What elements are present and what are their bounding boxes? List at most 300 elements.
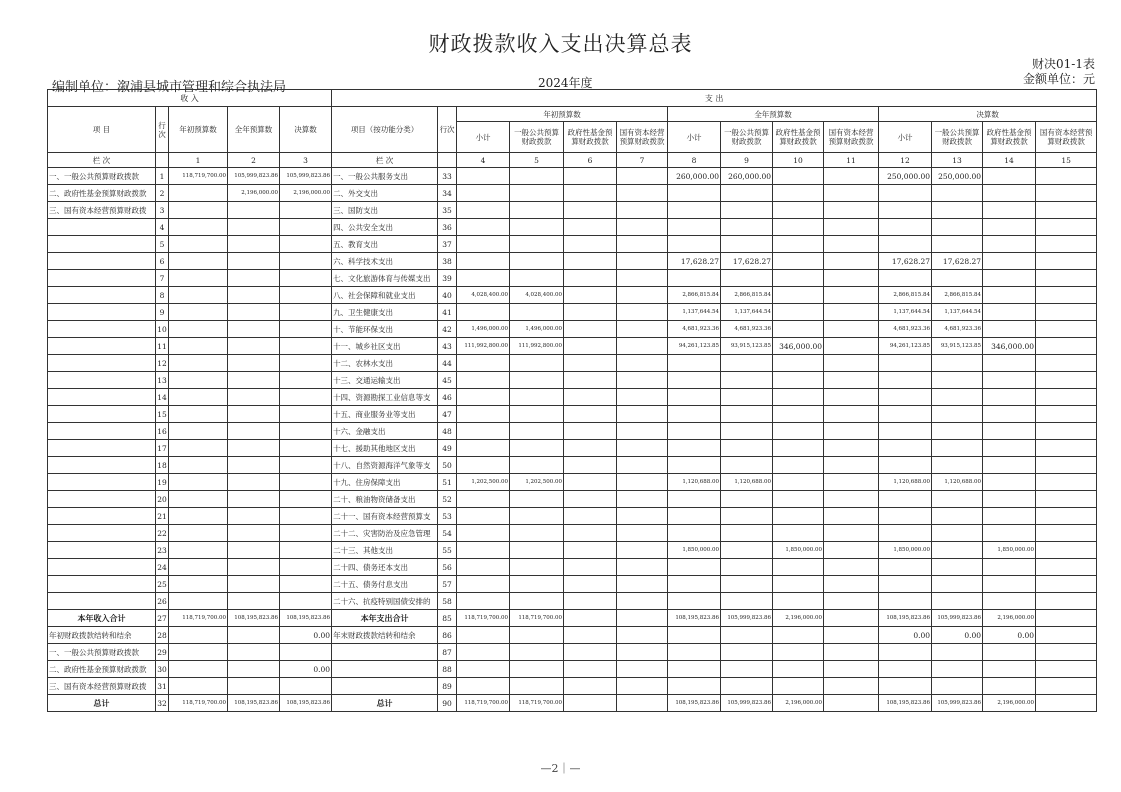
income-item-label <box>48 525 156 542</box>
expense-amount <box>932 525 983 542</box>
col-num: 9 <box>721 153 773 168</box>
income-amount <box>228 253 280 270</box>
income-amount <box>169 440 228 457</box>
expense-amount <box>510 219 564 236</box>
full-budget-header: 全年预算数 <box>228 107 280 153</box>
income-item-label <box>48 457 156 474</box>
expense-amount <box>564 678 617 695</box>
expense-amount <box>510 576 564 593</box>
expense-amount <box>879 644 932 661</box>
subtotal-header: 小计 <box>457 122 510 153</box>
income-row-number: 29 <box>156 644 169 661</box>
general-header: 一般公共预算财政拨款 <box>510 122 564 153</box>
expense-amount <box>932 236 983 253</box>
income-amount <box>169 593 228 610</box>
income-amount: 0.00 <box>280 661 332 678</box>
expense-amount <box>457 372 510 389</box>
expense-row-number: 53 <box>438 508 457 525</box>
table-row <box>48 695 1097 712</box>
expense-amount <box>668 406 721 423</box>
expense-item-label: 十四、资源勘探工业信息等支 <box>332 389 438 406</box>
income-amount <box>280 525 332 542</box>
income-amount <box>169 236 228 253</box>
expense-row-number: 36 <box>438 219 457 236</box>
income-amount <box>169 372 228 389</box>
expense-amount <box>824 253 879 270</box>
expense-amount <box>1036 338 1097 355</box>
income-item-label <box>48 338 156 355</box>
income-amount <box>280 559 332 576</box>
expense-row-number: 42 <box>438 321 457 338</box>
expense-amount <box>1036 576 1097 593</box>
expense-amount <box>824 457 879 474</box>
income-row-number: 5 <box>156 236 169 253</box>
expense-amount <box>932 559 983 576</box>
expense-amount <box>773 202 824 219</box>
income-item-label <box>48 372 156 389</box>
expense-amount <box>564 576 617 593</box>
col-num: 11 <box>824 153 879 168</box>
expense-amount <box>773 304 824 321</box>
income-row-number: 19 <box>156 474 169 491</box>
expense-amount: 1,850,000.00 <box>773 542 824 559</box>
expense-amount <box>773 491 824 508</box>
expense-amount <box>721 355 773 372</box>
state-capital-header: 国有资本经营预算财政拨款 <box>1036 122 1097 153</box>
income-amount: 0.00 <box>280 627 332 644</box>
expense-amount <box>617 542 668 559</box>
expense-amount <box>879 270 932 287</box>
expense-amount: 2,866,815.84 <box>879 287 932 304</box>
item-header: 项 目 <box>48 107 156 153</box>
income-row-number: 32 <box>156 695 169 712</box>
expense-amount <box>617 219 668 236</box>
expense-amount <box>510 168 564 185</box>
expense-amount <box>824 542 879 559</box>
income-amount <box>228 457 280 474</box>
table-row <box>48 457 1097 474</box>
expense-amount <box>564 304 617 321</box>
expense-amount <box>617 389 668 406</box>
expense-amount: 17,628.27 <box>668 253 721 270</box>
expense-amount <box>457 202 510 219</box>
expense-amount: 108,195,823.86 <box>668 610 721 627</box>
expense-amount <box>721 627 773 644</box>
expense-row-number: 85 <box>438 610 457 627</box>
expense-amount: 105,999,823.86 <box>721 695 773 712</box>
expense-amount <box>668 559 721 576</box>
expense-amount <box>879 219 932 236</box>
expense-row-number: 41 <box>438 304 457 321</box>
table-row <box>48 474 1097 491</box>
group-final-header: 决算数 <box>879 107 1097 122</box>
income-amount <box>169 525 228 542</box>
expense-amount <box>617 644 668 661</box>
expense-item-label: 十二、农林水支出 <box>332 355 438 372</box>
income-amount <box>169 491 228 508</box>
expense-amount <box>773 406 824 423</box>
income-amount <box>280 406 332 423</box>
expense-amount <box>668 236 721 253</box>
income-amount <box>280 270 332 287</box>
expense-amount <box>824 236 879 253</box>
expense-amount <box>983 644 1036 661</box>
income-row-number: 2 <box>156 185 169 202</box>
expense-amount: 1,120,688.00 <box>668 474 721 491</box>
expense-amount <box>457 253 510 270</box>
expense-amount <box>1036 219 1097 236</box>
income-item-label <box>48 440 156 457</box>
expense-amount <box>1036 440 1097 457</box>
income-item-label: 三、国有资本经营预算财政拨 <box>48 202 156 219</box>
expense-amount <box>617 168 668 185</box>
expense-amount <box>879 661 932 678</box>
expense-amount <box>564 372 617 389</box>
table-row <box>48 491 1097 508</box>
expense-item-label: 本年支出合计 <box>332 610 438 627</box>
expense-amount <box>668 185 721 202</box>
income-row-number: 8 <box>156 287 169 304</box>
expense-amount <box>668 491 721 508</box>
expense-item-label: 二十二、灾害防治及应急管理 <box>332 525 438 542</box>
expense-row-number: 40 <box>438 287 457 304</box>
table-row <box>48 270 1097 287</box>
expense-amount <box>1036 236 1097 253</box>
expense-amount <box>510 406 564 423</box>
table-row <box>48 355 1097 372</box>
expense-amount <box>824 355 879 372</box>
col-num: 13 <box>932 153 983 168</box>
expense-amount: 105,999,823.86 <box>932 695 983 712</box>
expense-amount <box>564 236 617 253</box>
expense-item-label: 年末财政拨款结转和结余 <box>332 627 438 644</box>
expense-amount: 250,000.00 <box>932 168 983 185</box>
expense-row-number: 33 <box>438 168 457 185</box>
expense-amount <box>1036 457 1097 474</box>
income-amount: 118,719,700.00 <box>169 168 228 185</box>
expense-amount <box>773 559 824 576</box>
income-amount <box>228 576 280 593</box>
func-item-header: 项目（按功能分类） <box>332 107 438 153</box>
expense-row-number: 47 <box>438 406 457 423</box>
income-amount <box>228 542 280 559</box>
expense-row-number: 86 <box>438 627 457 644</box>
subtotal-header: 小计 <box>879 122 932 153</box>
expense-amount <box>510 372 564 389</box>
expense-amount <box>617 185 668 202</box>
expense-amount <box>457 559 510 576</box>
expense-amount <box>879 185 932 202</box>
income-amount <box>169 644 228 661</box>
expense-amount <box>510 253 564 270</box>
table-row <box>48 661 1097 678</box>
expense-amount <box>668 355 721 372</box>
expense-amount <box>721 678 773 695</box>
income-amount <box>280 372 332 389</box>
expense-amount <box>721 661 773 678</box>
expense-amount <box>721 542 773 559</box>
income-amount <box>169 678 228 695</box>
expense-amount <box>617 304 668 321</box>
expense-amount <box>824 270 879 287</box>
expense-amount: 94,261,123.85 <box>879 338 932 355</box>
income-item-label <box>48 423 156 440</box>
expense-amount <box>824 678 879 695</box>
table-row <box>48 576 1097 593</box>
expense-amount <box>773 457 824 474</box>
expense-amount <box>617 508 668 525</box>
expense-amount <box>824 338 879 355</box>
expense-amount <box>564 559 617 576</box>
expense-amount <box>510 304 564 321</box>
expense-amount <box>457 219 510 236</box>
expense-amount <box>1036 287 1097 304</box>
income-amount <box>228 219 280 236</box>
income-amount <box>169 576 228 593</box>
expense-amount <box>773 270 824 287</box>
expense-amount <box>457 491 510 508</box>
expense-amount: 111,992,800.00 <box>457 338 510 355</box>
expense-item-label: 二十五、债务付息支出 <box>332 576 438 593</box>
expense-amount <box>932 202 983 219</box>
expense-amount <box>457 525 510 542</box>
expense-amount <box>721 185 773 202</box>
expense-amount <box>457 644 510 661</box>
expense-amount <box>824 202 879 219</box>
expense-amount <box>564 508 617 525</box>
expense-amount: 1,137,644.54 <box>879 304 932 321</box>
expense-amount <box>879 457 932 474</box>
expense-amount <box>668 661 721 678</box>
expense-amount <box>564 440 617 457</box>
expense-amount <box>932 508 983 525</box>
expense-amount: 250,000.00 <box>879 168 932 185</box>
expense-amount <box>668 270 721 287</box>
expense-amount <box>983 304 1036 321</box>
expense-amount: 2,866,815.84 <box>668 287 721 304</box>
expense-amount <box>721 406 773 423</box>
expense-amount <box>824 168 879 185</box>
table-row <box>48 423 1097 440</box>
expense-amount <box>721 644 773 661</box>
expense-amount: 2,196,000.00 <box>773 695 824 712</box>
expense-amount: 1,120,688.00 <box>932 474 983 491</box>
expense-item-label <box>332 661 438 678</box>
income-row-number: 28 <box>156 627 169 644</box>
income-amount <box>280 542 332 559</box>
expense-amount <box>457 304 510 321</box>
expense-amount <box>721 372 773 389</box>
expense-amount <box>773 423 824 440</box>
expense-row-number: 43 <box>438 338 457 355</box>
income-amount <box>228 287 280 304</box>
expense-amount <box>668 440 721 457</box>
expense-amount: 17,628.27 <box>721 253 773 270</box>
expense-amount <box>1036 474 1097 491</box>
income-amount <box>169 185 228 202</box>
expense-amount <box>879 593 932 610</box>
expense-amount <box>824 559 879 576</box>
expense-amount <box>773 525 824 542</box>
expense-amount <box>617 287 668 304</box>
expense-amount <box>457 508 510 525</box>
expense-amount <box>617 678 668 695</box>
income-amount <box>169 389 228 406</box>
expense-amount <box>1036 661 1097 678</box>
table-row <box>48 168 1097 185</box>
expense-amount <box>564 525 617 542</box>
expense-amount <box>879 236 932 253</box>
expense-amount <box>824 576 879 593</box>
income-amount <box>228 593 280 610</box>
income-item-label <box>48 389 156 406</box>
expense-amount: 4,681,923.36 <box>668 321 721 338</box>
income-amount <box>169 355 228 372</box>
expense-amount <box>879 423 932 440</box>
expense-amount: 0.00 <box>932 627 983 644</box>
expense-amount <box>983 389 1036 406</box>
expense-amount: 94,261,123.85 <box>668 338 721 355</box>
expense-amount <box>721 576 773 593</box>
expense-amount <box>1036 610 1097 627</box>
table-row <box>48 593 1097 610</box>
income-amount <box>280 644 332 661</box>
income-amount: 2,196,000.00 <box>280 185 332 202</box>
expense-amount <box>879 678 932 695</box>
expense-amount <box>983 474 1036 491</box>
expense-amount <box>510 440 564 457</box>
income-amount <box>280 593 332 610</box>
table-row <box>48 678 1097 695</box>
table-row <box>48 304 1097 321</box>
group-begin-header: 年初预算数 <box>457 107 668 122</box>
expense-amount <box>879 559 932 576</box>
expense-amount <box>617 355 668 372</box>
expense-amount <box>510 185 564 202</box>
table-row <box>48 185 1097 202</box>
income-item-label <box>48 270 156 287</box>
expense-amount <box>721 559 773 576</box>
expense-row-number: 88 <box>438 661 457 678</box>
col-num: 6 <box>564 153 617 168</box>
expense-item-label: 总计 <box>332 695 438 712</box>
expense-row-number: 50 <box>438 457 457 474</box>
expense-amount <box>824 423 879 440</box>
expense-amount <box>932 593 983 610</box>
expense-row-number: 46 <box>438 389 457 406</box>
income-row-number: 16 <box>156 423 169 440</box>
expense-amount <box>564 474 617 491</box>
state-capital-header: 国有资本经营预算财政拨款 <box>617 122 668 153</box>
expense-amount <box>510 508 564 525</box>
income-amount <box>169 202 228 219</box>
expense-row-number: 38 <box>438 253 457 270</box>
income-amount <box>228 304 280 321</box>
income-item-label <box>48 253 156 270</box>
income-item-label: 总计 <box>48 695 156 712</box>
expense-amount <box>773 253 824 270</box>
income-amount <box>280 355 332 372</box>
expense-amount <box>983 576 1036 593</box>
expense-item-label: 六、科学技术支出 <box>332 253 438 270</box>
expense-amount <box>983 202 1036 219</box>
expense-amount <box>668 644 721 661</box>
expense-amount <box>617 610 668 627</box>
expense-amount <box>1036 542 1097 559</box>
income-amount <box>228 406 280 423</box>
income-row-number: 30 <box>156 661 169 678</box>
table-row <box>48 219 1097 236</box>
income-amount: 2,196,000.00 <box>228 185 280 202</box>
expense-item-label: 二十三、其他支出 <box>332 542 438 559</box>
expense-amount <box>510 457 564 474</box>
final-header: 决算数 <box>280 107 332 153</box>
expense-amount <box>457 168 510 185</box>
income-amount: 108,195,823.86 <box>280 610 332 627</box>
expense-amount <box>879 355 932 372</box>
expense-amount: 118,719,700.00 <box>510 610 564 627</box>
income-amount <box>228 440 280 457</box>
expense-item-label: 十、节能环保支出 <box>332 321 438 338</box>
expense-amount: 0.00 <box>983 627 1036 644</box>
income-item-label: 本年收入合计 <box>48 610 156 627</box>
form-code: 财决01-1表 <box>1032 57 1095 71</box>
col-num: 10 <box>773 153 824 168</box>
expense-amount <box>1036 168 1097 185</box>
expense-amount <box>668 508 721 525</box>
expense-amount <box>983 168 1036 185</box>
col-num: 1 <box>169 153 228 168</box>
expense-amount <box>510 644 564 661</box>
expense-amount <box>564 610 617 627</box>
expense-amount <box>773 168 824 185</box>
expense-item-label: 十五、商业服务业等支出 <box>332 406 438 423</box>
table-row <box>48 236 1097 253</box>
expense-row-number: 39 <box>438 270 457 287</box>
income-amount <box>228 236 280 253</box>
expense-amount <box>1036 525 1097 542</box>
expense-amount <box>617 338 668 355</box>
income-row-number: 25 <box>156 576 169 593</box>
expense-amount <box>824 644 879 661</box>
income-amount <box>228 627 280 644</box>
expense-amount <box>1036 321 1097 338</box>
expense-amount <box>773 678 824 695</box>
expense-amount <box>1036 508 1097 525</box>
income-amount <box>169 423 228 440</box>
expense-amount <box>1036 372 1097 389</box>
expense-amount: 2,866,815.84 <box>932 287 983 304</box>
gov-fund-header: 政府性基金预算财政拨款 <box>773 122 824 153</box>
expense-amount <box>773 321 824 338</box>
state-capital-header: 国有资本经营预算财政拨款 <box>824 122 879 153</box>
expense-amount <box>773 593 824 610</box>
expense-amount <box>721 270 773 287</box>
expense-amount <box>457 661 510 678</box>
expense-amount <box>457 355 510 372</box>
income-amount <box>228 423 280 440</box>
expense-amount <box>1036 304 1097 321</box>
expense-item-label: 二十四、债务还本支出 <box>332 559 438 576</box>
income-item-label <box>48 542 156 559</box>
expense-amount <box>617 525 668 542</box>
expense-amount <box>1036 270 1097 287</box>
expense-amount <box>824 593 879 610</box>
income-amount <box>228 389 280 406</box>
income-amount <box>280 253 332 270</box>
expense-amount <box>932 678 983 695</box>
expense-amount <box>824 440 879 457</box>
